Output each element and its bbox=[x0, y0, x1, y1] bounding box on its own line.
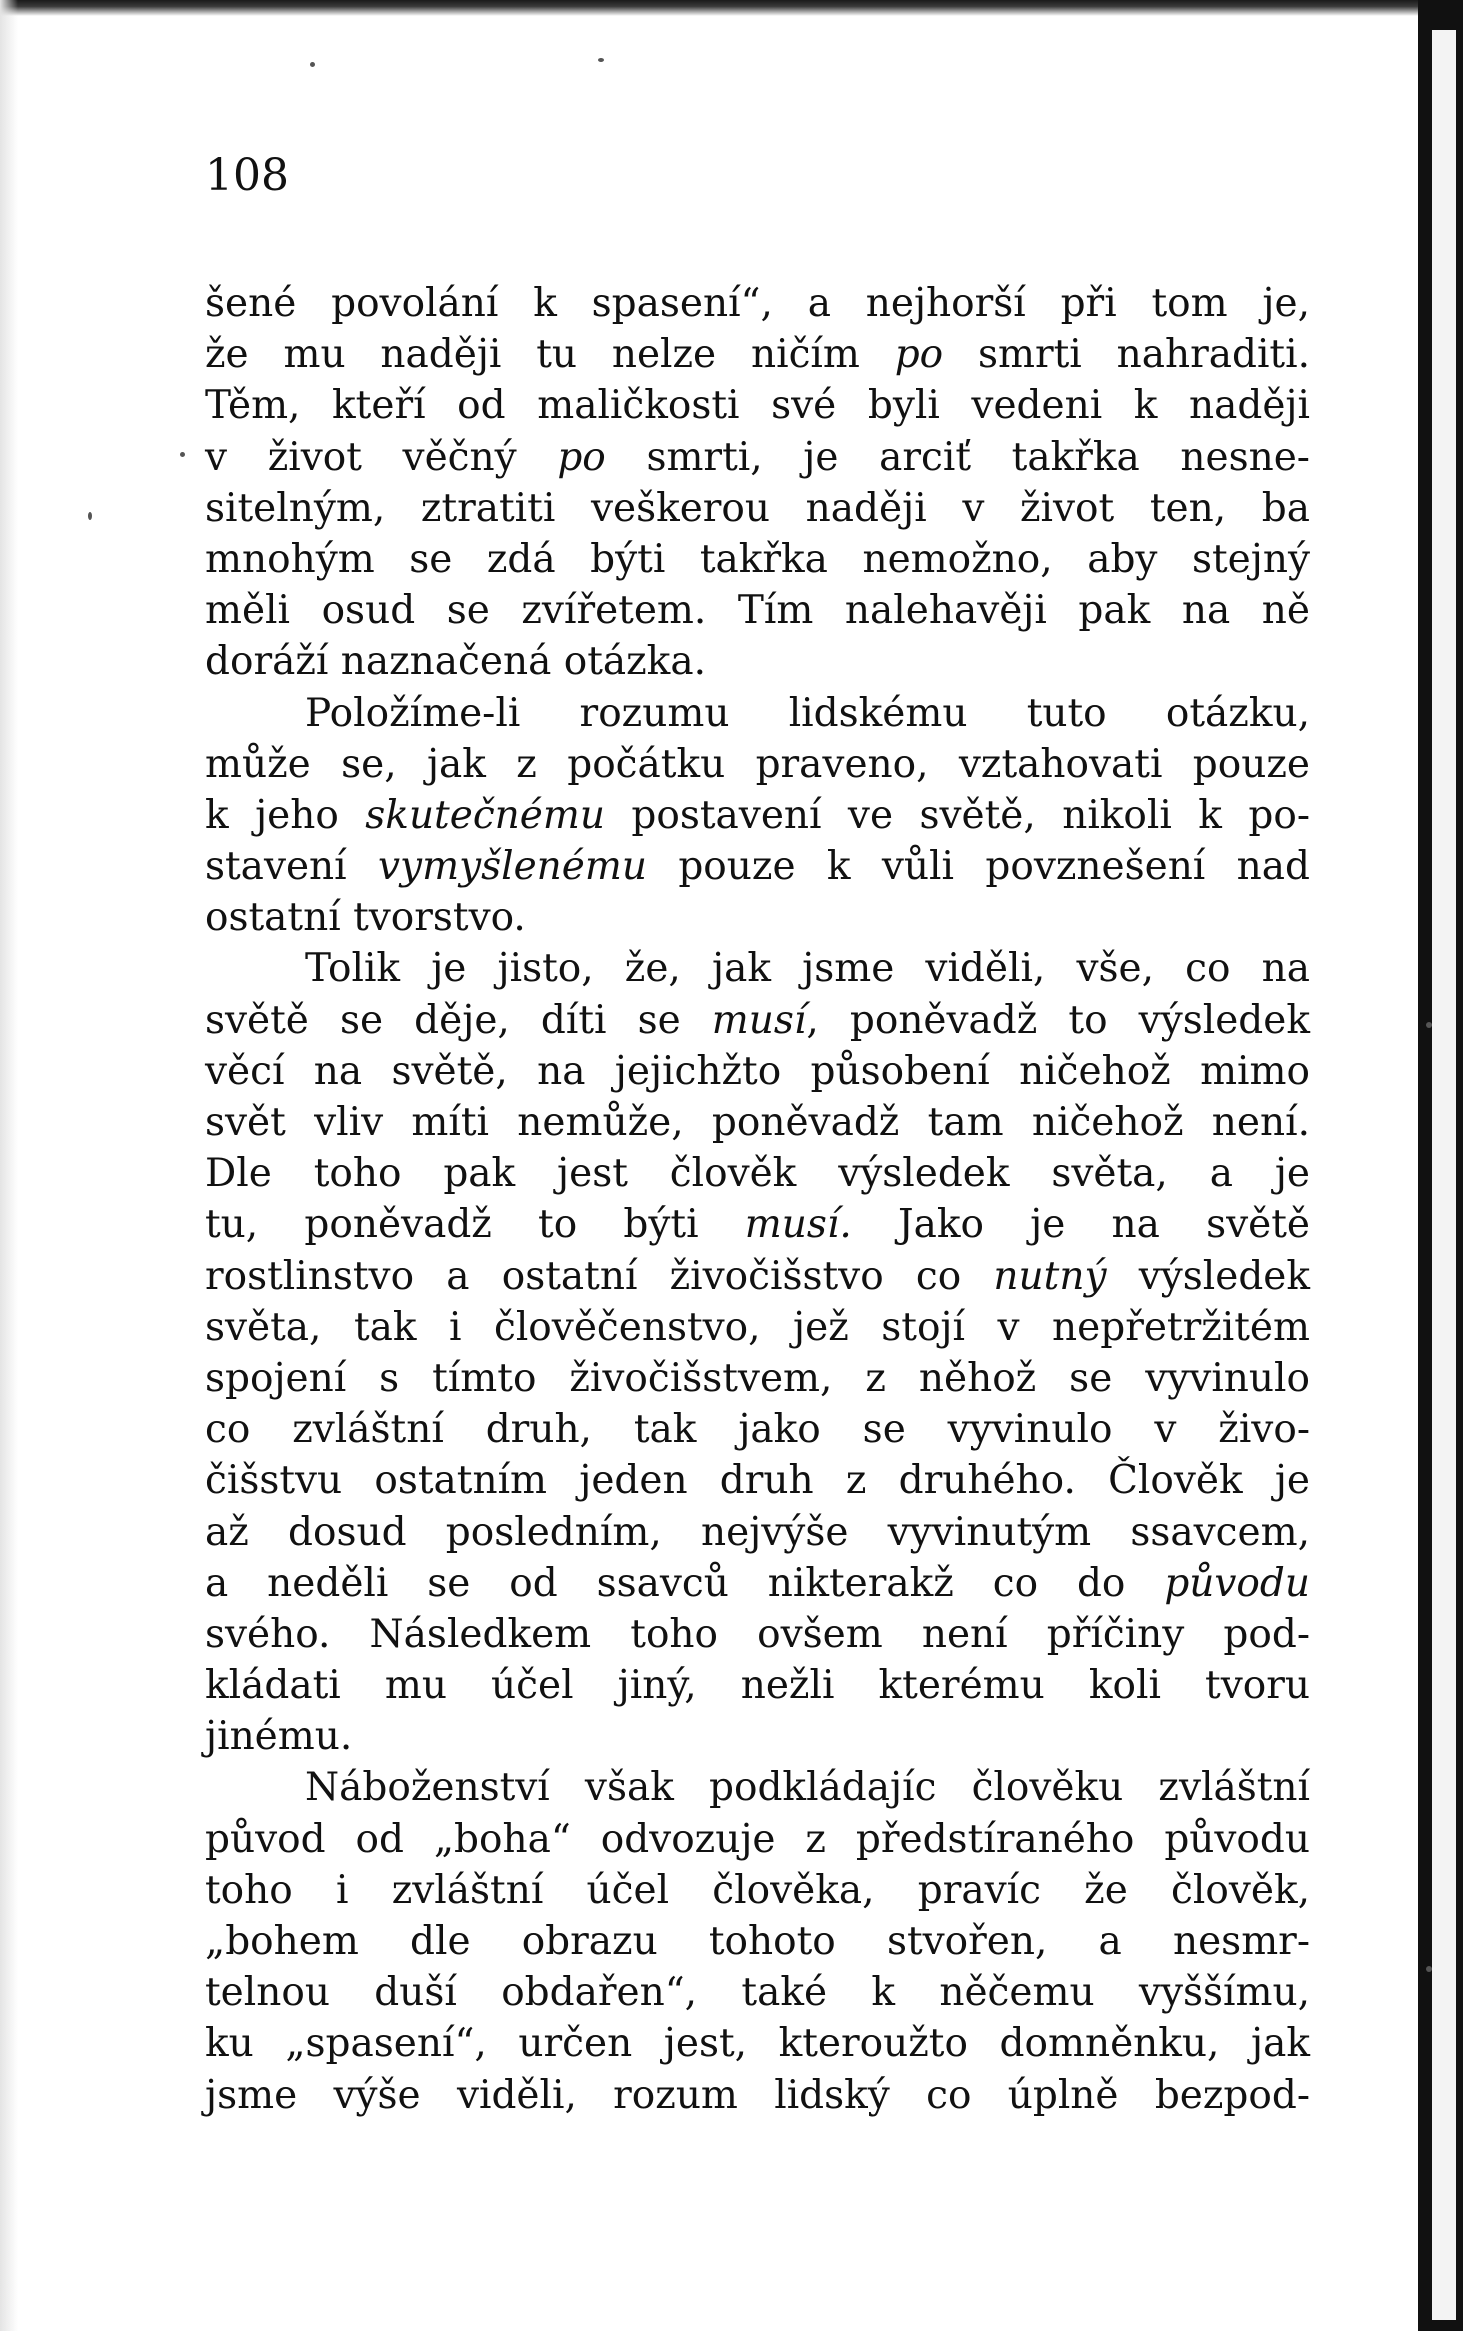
scan-speck bbox=[88, 512, 92, 520]
text-run: smrti, je arciť takřka nesne- bbox=[605, 434, 1310, 480]
text-run: Položíme-li rozumu lidskému tuto otázku, bbox=[305, 690, 1310, 736]
italic-word: po bbox=[557, 434, 606, 480]
text-run: stavení bbox=[205, 844, 379, 890]
text-line bbox=[205, 432, 1310, 483]
text-run: co zvláštní druh, tak jako se vyvinulo v živo- bbox=[205, 1407, 1310, 1453]
text-line bbox=[205, 892, 1310, 943]
italic-word: nutný bbox=[993, 1253, 1107, 1299]
text-run: Náboženství však podkládajíc člověku zvláštní bbox=[305, 1765, 1310, 1811]
text-run: toho i zvláštní účel člověka, pravíc že člověk, bbox=[205, 1867, 1310, 1913]
text-line bbox=[205, 1455, 1310, 1506]
page-left-edge bbox=[0, 0, 18, 2331]
text-line bbox=[205, 943, 1310, 994]
text-run: postavení ve světě, nikoli k po- bbox=[604, 792, 1310, 838]
text-line bbox=[205, 1711, 1310, 1762]
text-line bbox=[205, 841, 1310, 892]
text-line bbox=[205, 329, 1310, 380]
text-run: může se, jak z počátku praveno, vztahovati pouze bbox=[205, 741, 1310, 787]
scan-speck bbox=[180, 452, 185, 457]
italic-word: po bbox=[894, 332, 944, 378]
text-run: ku „spasení“, určen jest, kteroužto domněnku, jak bbox=[205, 2021, 1310, 2067]
text-run: kládati mu účel jiný, nežli kterému koli tvoru bbox=[205, 1663, 1310, 1709]
page-top-edge bbox=[0, 0, 1463, 16]
text-run: v život věčný bbox=[205, 434, 558, 480]
text-run: výsledek bbox=[1106, 1253, 1310, 1299]
text-run: věcí na světě, na jejichžto působení ničehož mimo bbox=[205, 1048, 1310, 1094]
next-page-edge bbox=[1432, 30, 1456, 2320]
text-run: doráží naznačená otázka. bbox=[205, 639, 706, 685]
italic-word: skutečnému bbox=[365, 792, 605, 838]
text-line bbox=[205, 1865, 1310, 1916]
text-run: Těm, kteří od maličkosti své byli vedeni k naději bbox=[205, 383, 1310, 429]
text-line bbox=[205, 1814, 1310, 1865]
text-run: až dosud posledním, nejvýše vyvinutým ssavcem, bbox=[205, 1509, 1310, 1555]
text-line bbox=[205, 1660, 1310, 1711]
italic-word: vymyšlenému bbox=[378, 844, 647, 890]
text-run: Tolik je jisto, že, jak jsme viděli, vše, co na bbox=[305, 946, 1310, 992]
text-line bbox=[205, 1302, 1310, 1353]
text-line bbox=[205, 636, 1310, 687]
text-run: že mu naději tu nelze ničím bbox=[205, 332, 895, 378]
text-line bbox=[205, 1404, 1310, 1455]
page-number: 108 bbox=[205, 150, 289, 201]
text-line bbox=[205, 1199, 1310, 1250]
text-line bbox=[205, 1762, 1310, 1813]
text-run: čišstvu ostatním jeden druh z druhého. Člověk je bbox=[205, 1458, 1310, 1504]
text-run: spojení s tímto živočišstvem, z něhož se vyvinulo bbox=[205, 1355, 1310, 1401]
text-line bbox=[205, 2070, 1310, 2121]
text-run: jsme výše viděli, rozum lidský co úplně bezpod- bbox=[205, 2072, 1310, 2118]
text-line bbox=[205, 534, 1310, 585]
text-run: svět vliv míti nemůže, poněvadž tam ničehož není. bbox=[205, 1100, 1310, 1145]
text-run: sitelným, ztratiti veškerou naději v život ten, ba bbox=[205, 485, 1310, 531]
text-line bbox=[205, 1353, 1310, 1404]
text-line bbox=[205, 688, 1310, 739]
text-line bbox=[205, 2018, 1310, 2069]
text-run: svého. Následkem toho ovšem není příčiny pod- bbox=[205, 1611, 1310, 1657]
text-line bbox=[205, 739, 1310, 790]
scan-speck bbox=[310, 62, 315, 67]
text-run: původ od „boha“ odvozuje z předstíraného původu bbox=[205, 1816, 1310, 1862]
text-line bbox=[205, 380, 1310, 431]
italic-word: musí. bbox=[744, 1202, 852, 1248]
text-line bbox=[205, 1097, 1310, 1148]
text-run: měli osud se zvířetem. Tím nalehavěji pak na ně bbox=[205, 588, 1310, 634]
text-line bbox=[205, 1558, 1310, 1609]
text-line bbox=[205, 278, 1310, 329]
text-line bbox=[205, 483, 1310, 534]
text-line bbox=[205, 1507, 1310, 1558]
text-line bbox=[205, 1148, 1310, 1199]
text-run: „bohem dle obrazu tohoto stvořen, a nesmr- bbox=[205, 1919, 1310, 1964]
text-run: a neděli se od ssavců nikterakž co do bbox=[205, 1560, 1165, 1606]
text-run: pouze k vůli povznešení nad bbox=[646, 844, 1310, 890]
text-run: šené povolání k spasení“, a nejhorší při tom je, bbox=[205, 281, 1310, 326]
italic-word: musí bbox=[711, 997, 807, 1043]
text-line bbox=[205, 585, 1310, 636]
italic-word: původu bbox=[1164, 1560, 1310, 1606]
text-run: Jako je na světě bbox=[851, 1202, 1310, 1248]
text-run: světa, tak i člověčenstvo, jež stojí v nepřetržitém bbox=[205, 1304, 1310, 1350]
text-run: telnou duší obdařen“, také k něčemu vyššímu, bbox=[205, 1970, 1310, 2016]
scan-speck bbox=[598, 58, 604, 62]
text-run: k jeho bbox=[205, 792, 366, 838]
text-line bbox=[205, 1046, 1310, 1097]
text-line bbox=[205, 995, 1310, 1046]
text-run: světě se děje, díti se bbox=[205, 997, 712, 1043]
body-text bbox=[205, 278, 1310, 2121]
scan-speck bbox=[1426, 1966, 1432, 1972]
scan-speck bbox=[1426, 1022, 1432, 1028]
text-run: , poněvadž to výsledek bbox=[806, 997, 1310, 1043]
text-line bbox=[205, 1967, 1310, 2018]
text-run: jinému. bbox=[205, 1714, 353, 1760]
text-line bbox=[205, 1609, 1310, 1660]
text-line bbox=[205, 1916, 1310, 1967]
text-line bbox=[205, 1251, 1310, 1302]
text-run: Dle toho pak jest člověk výsledek světa, a je bbox=[205, 1151, 1310, 1197]
text-run: ostatní tvorstvo. bbox=[205, 895, 526, 941]
text-line bbox=[205, 790, 1310, 841]
text-run: smrti nahraditi. bbox=[943, 332, 1310, 378]
text-run: rostlinstvo a ostatní živočišstvo co bbox=[205, 1253, 994, 1299]
text-run: tu, poněvadž to býti bbox=[205, 1202, 745, 1248]
text-run: mnohým se zdá býti takřka nemožno, aby stejný bbox=[205, 536, 1310, 582]
